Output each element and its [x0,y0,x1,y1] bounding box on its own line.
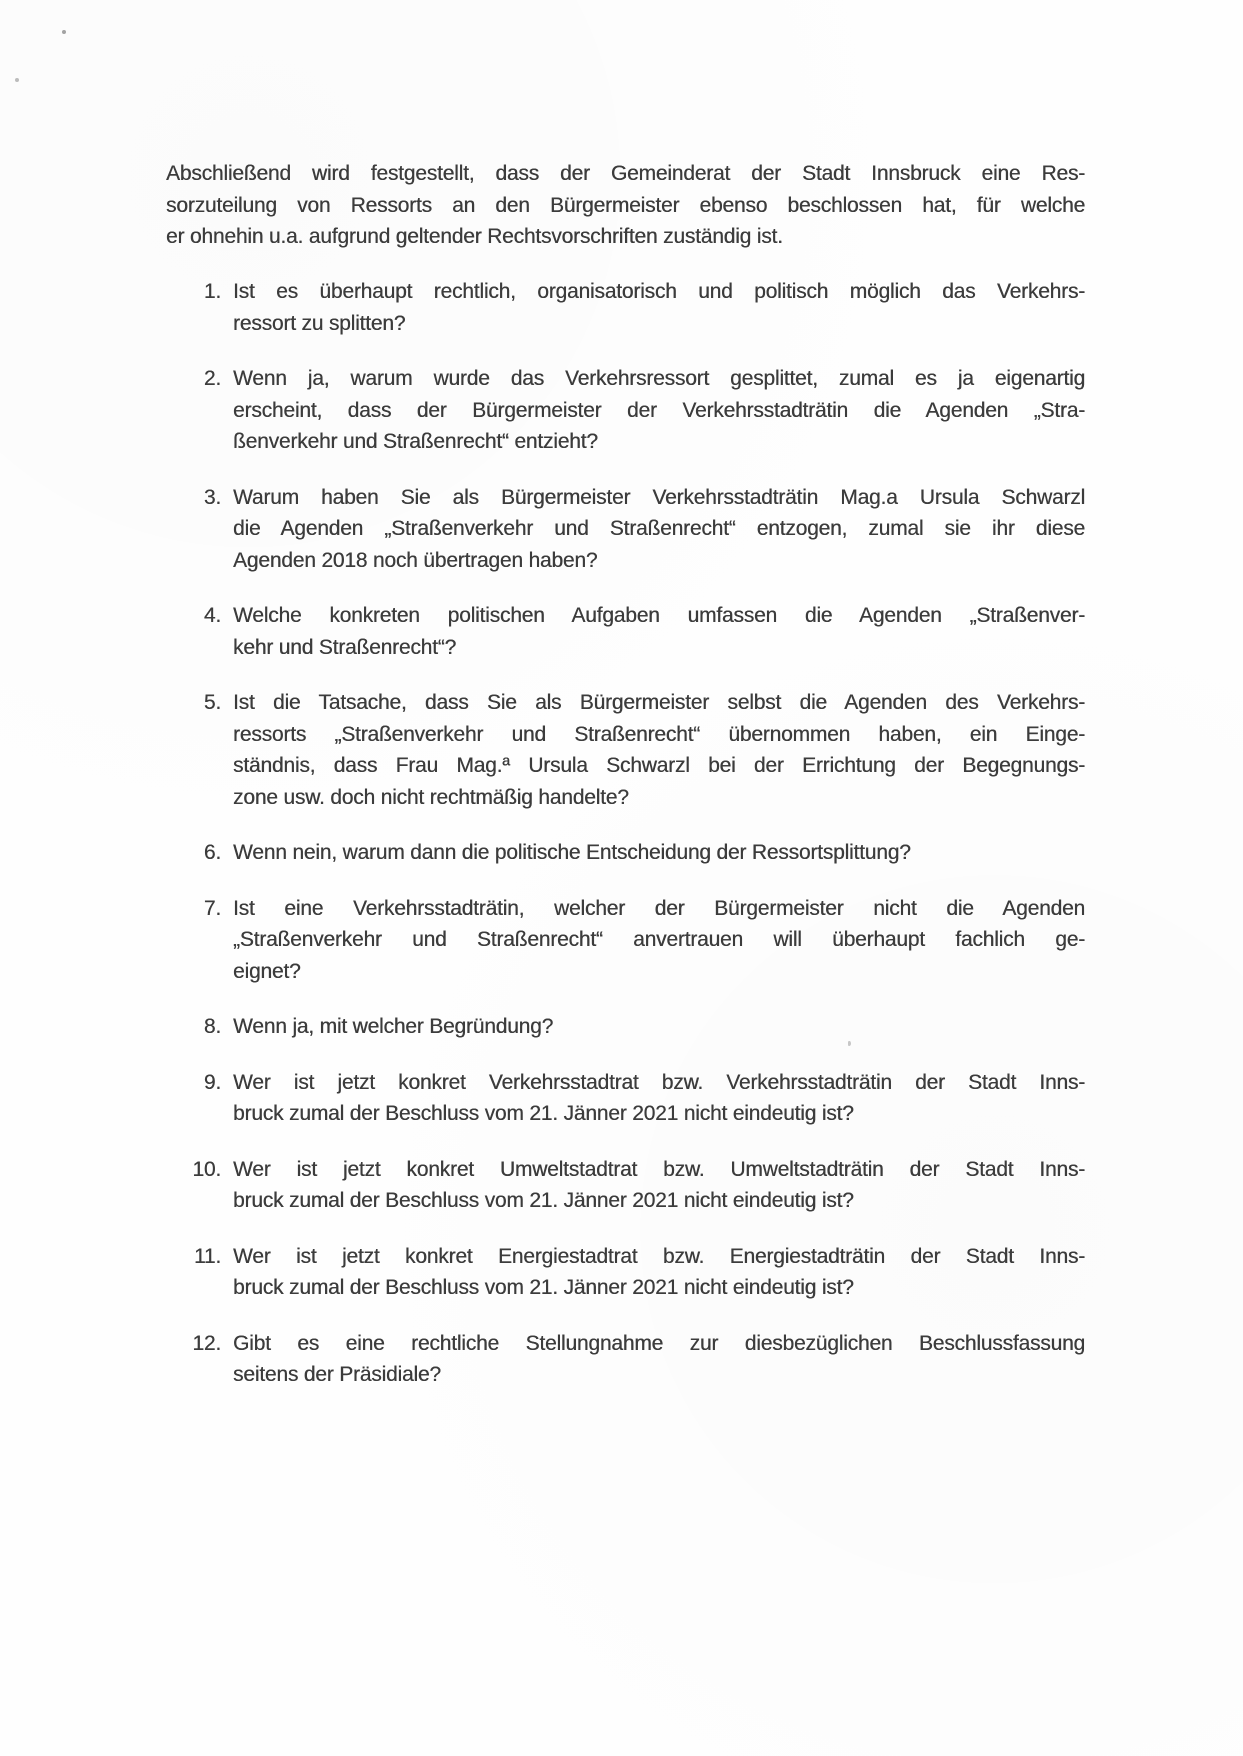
question-text [233,893,1085,988]
text-line: Agenden 2018 noch übertragen haben? [233,548,598,572]
question-text [233,1011,1085,1043]
text-line: seitens der Präsidiale? [233,1363,441,1386]
question-text [233,687,1085,813]
question-text [233,363,1085,458]
question-item [185,1241,1090,1304]
question-number: 9. [203,1070,221,1094]
question-item [185,893,1090,988]
question-text [233,1328,1085,1391]
text-line: Welche konkreten politischen Aufgaben umfassen die Agenden „Straßenver- [233,604,1085,627]
question-item [185,687,1090,813]
question-text [233,276,1085,339]
text-line: ressort zu splitten? [233,311,406,335]
text-line: bruck zumal der Beschluss vom 21. Jänner 2021 nicht eindeutig ist? [233,1276,854,1299]
question-item [185,1067,1090,1130]
text-line: bruck zumal der Beschluss vom 21. Jänner 2021 nicht eindeutig ist? [233,1102,854,1125]
text-line: ßenverkehr und Straßenrecht“ entzieht? [233,430,598,453]
question-number: 5. [203,691,221,714]
text-line: „Straßenverkehr und Straßenrecht“ anvertrauen will überhaupt fachlich ge- [233,928,1085,951]
text-line: erscheint, dass der Bürgermeister der Verkehrsstadträtin die Agenden „Stra- [233,398,1085,422]
question-number: 3. [203,485,221,509]
text-line: Wer ist jetzt konkret Energiestadtrat bzw. Energiestadträtin der Stadt Inns- [233,1244,1085,1268]
text-line: Wer ist jetzt konkret Verkehrsstadtrat bzw. Verkehrsstadträtin der Stadt Inns- [233,1070,1085,1094]
question-item [185,482,1090,577]
question-number: 6. [203,841,221,864]
text-line: ständnis, dass Frau Mag.ª Ursula Schwarzl bei der Errichtung der Begegnungs- [233,754,1085,777]
text-line: Ist eine Verkehrsstadträtin, welcher der Bürgermeister nicht die Agenden [233,896,1085,920]
text-line: Wenn ja, mit welcher Begründung? [233,1015,554,1038]
question-item [185,837,1090,869]
question-text [233,482,1085,577]
text-line: Wenn ja, warum wurde das Verkehrsressort gesplittet, zumal es ja eigenartig [233,367,1085,390]
question-text [233,1154,1085,1217]
text-line: kehr und Straßenrecht“? [233,635,457,659]
question-item [185,1154,1090,1217]
question-item [185,1011,1090,1043]
text-line: Wenn nein, warum dann die politische Entscheidung der Ressortsplittung? [233,841,911,864]
questions-list [185,276,1090,1415]
question-number: 1. [203,280,221,303]
intro-paragraph [166,158,1085,253]
text-line: Gibt es eine rechtliche Stellungnahme zur diesbezüglichen Beschlussfassung [233,1331,1085,1355]
text-line: Wer ist jetzt konkret Umweltstadtrat bzw. Umweltstadträtin der Stadt Inns- [233,1157,1085,1181]
question-item [185,600,1090,663]
question-item [185,363,1090,458]
question-number: 4. [203,604,221,627]
question-text [233,1241,1085,1304]
question-text [233,837,1085,869]
question-number: 8. [203,1015,221,1038]
text-line: eignet? [233,959,301,983]
question-text [233,1067,1085,1130]
text-line: Ist die Tatsache, dass Sie als Bürgermeister selbst die Agenden des Verkehrs- [233,691,1085,714]
text-line: Warum haben Sie als Bürgermeister Verkehrsstadträtin Mag.a Ursula Schwarzl [233,485,1085,509]
question-number: 7. [203,896,221,920]
text-line: zone usw. doch nicht rechtmäßig handelte? [233,785,629,809]
text-line: Abschließend wird festgestellt, dass der Gemeinderat der Stadt Innsbruck eine Res- [166,162,1085,185]
scan-speck [62,30,66,34]
question-number: 12. [192,1331,221,1355]
text-line: bruck zumal der Beschluss vom 21. Jänner 2021 nicht eindeutig ist? [233,1189,854,1212]
text-line: Ist es überhaupt rechtlich, organisatorisch und politisch möglich das Verkehrs- [233,280,1085,303]
question-number: 10. [192,1157,221,1181]
question-number: 11. [193,1244,221,1268]
question-text [233,600,1085,663]
question-item [185,276,1090,339]
question-number: 2. [203,367,221,390]
text-line: die Agenden „Straßenverkehr und Straßenrecht“ entzogen, zumal sie ihr diese [233,517,1085,540]
question-item [185,1328,1090,1391]
text-line: er ohnehin u.a. aufgrund geltender Rechtsvorschriften zuständig ist. [166,225,783,248]
text-line: ressorts „Straßenverkehr und Straßenrecht“ übernommen haben, ein Einge- [233,722,1085,746]
text-line: sorzuteilung von Ressorts an den Bürgermeister ebenso beschlossen hat, für welche [166,193,1085,217]
scan-speck [15,78,19,82]
